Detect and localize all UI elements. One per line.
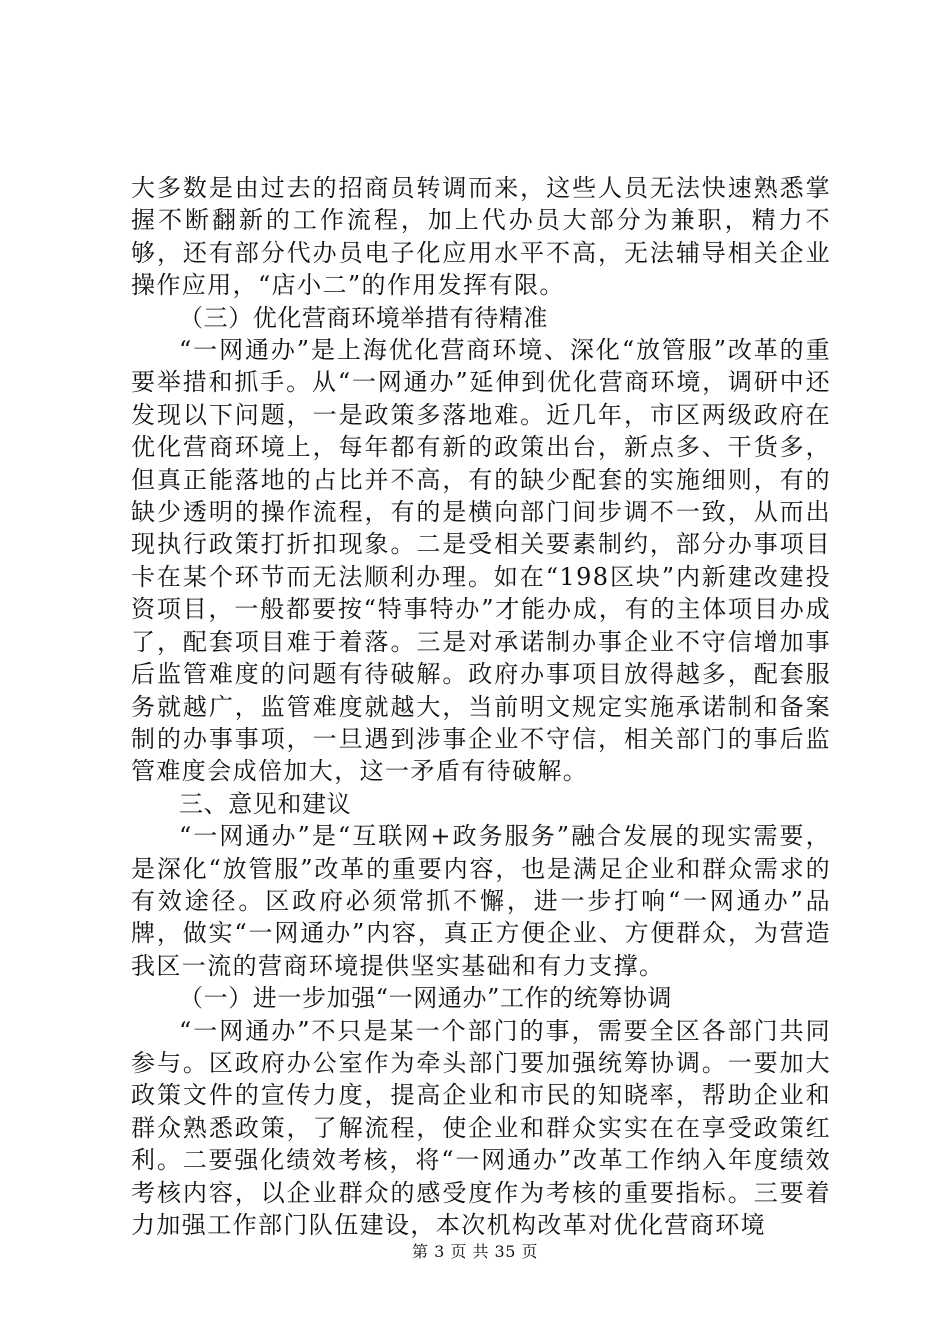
body-paragraph: “一网通办”是上海优化营商环境、深化“放管服”改革的重要举措和抓手。从“一网通办”延伸到优化营商环境，调研中还发现以下问题，一是政策多落地难。近几年，市区两级政府在优化营商环境上，每年都有新的政策出台，新点多、干货多，但真正能落地的占比并不高，有的缺少配套的实施细则，有的缺少透明的操作流程，有的是横向部门间步调不一致，从而出现执行政策打折扣现象。二是受相关要素制约，部分办事项目卡在某个环节而无法顺利办理。如在“198区块”内新建改建投资项目，一般都要按“特事特办”才能办成，有的主体项目办成了，配套项目难于着落。三是对承诺制办事企业不守信增加事后监管难度的问题有待破解。政府办事项目放得越多，配套服务就越广，监管难度就越大，当前明文规定实施承诺制和备案制的办事事项，一旦遇到涉事企业不守信，相关部门的事后监管难度会成倍加大，这一矛盾有待破解。 bbox=[131, 336, 831, 786]
body-paragraph: “一网通办”不只是某一个部门的事，需要全区各部门共同参与。区政府办公室作为牵头部门要加强统筹协调。一要加大政策文件的宣传力度，提高企业和市民的知晓率，帮助企业和群众熟悉政策，了解流程，使企业和群众实实在在享受政策红利。二要强化绩效考核，将“一网通办”改革工作纳入年度绩效考核内容，以企业群众的感受度作为考核的重要指标。三要着力加强工作部门队伍建设，本次机构改革对优化营商环境 bbox=[131, 1016, 831, 1239]
body-paragraph: “一网通办”是“互联网+政务服务”融合发展的现实需要，是深化“放管服”改革的重要内容，也是满足企业和群众需求的有效途径。区政府必须常抓不懈，进一步打响“一网通办”品牌，做实“一网通办”内容，真正方便企业、方便群众，为营造我区一流的营商环境提供坚实基础和有力支撑。 bbox=[131, 822, 831, 980]
page-number-footer: 第 3 页 共 35 页 bbox=[412, 1242, 538, 1261]
section-heading: （一）进一步加强“一网通办”工作的统筹协调 bbox=[179, 984, 673, 1013]
document-body bbox=[131, 172, 831, 1241]
body-paragraph: 大多数是由过去的招商员转调而来，这些人员无法快速熟悉掌握不断翻新的工作流程，加上代办员大部分为兼职，精力不够，还有部分代办员电子化应用水平不高，无法辅导相关企业操作应用，“店小二”的作用发挥有限。 bbox=[131, 174, 831, 300]
section-heading: 三、意见和建议 bbox=[179, 789, 352, 818]
section-heading: （三）优化营商环境举措有待精准 bbox=[179, 303, 548, 332]
